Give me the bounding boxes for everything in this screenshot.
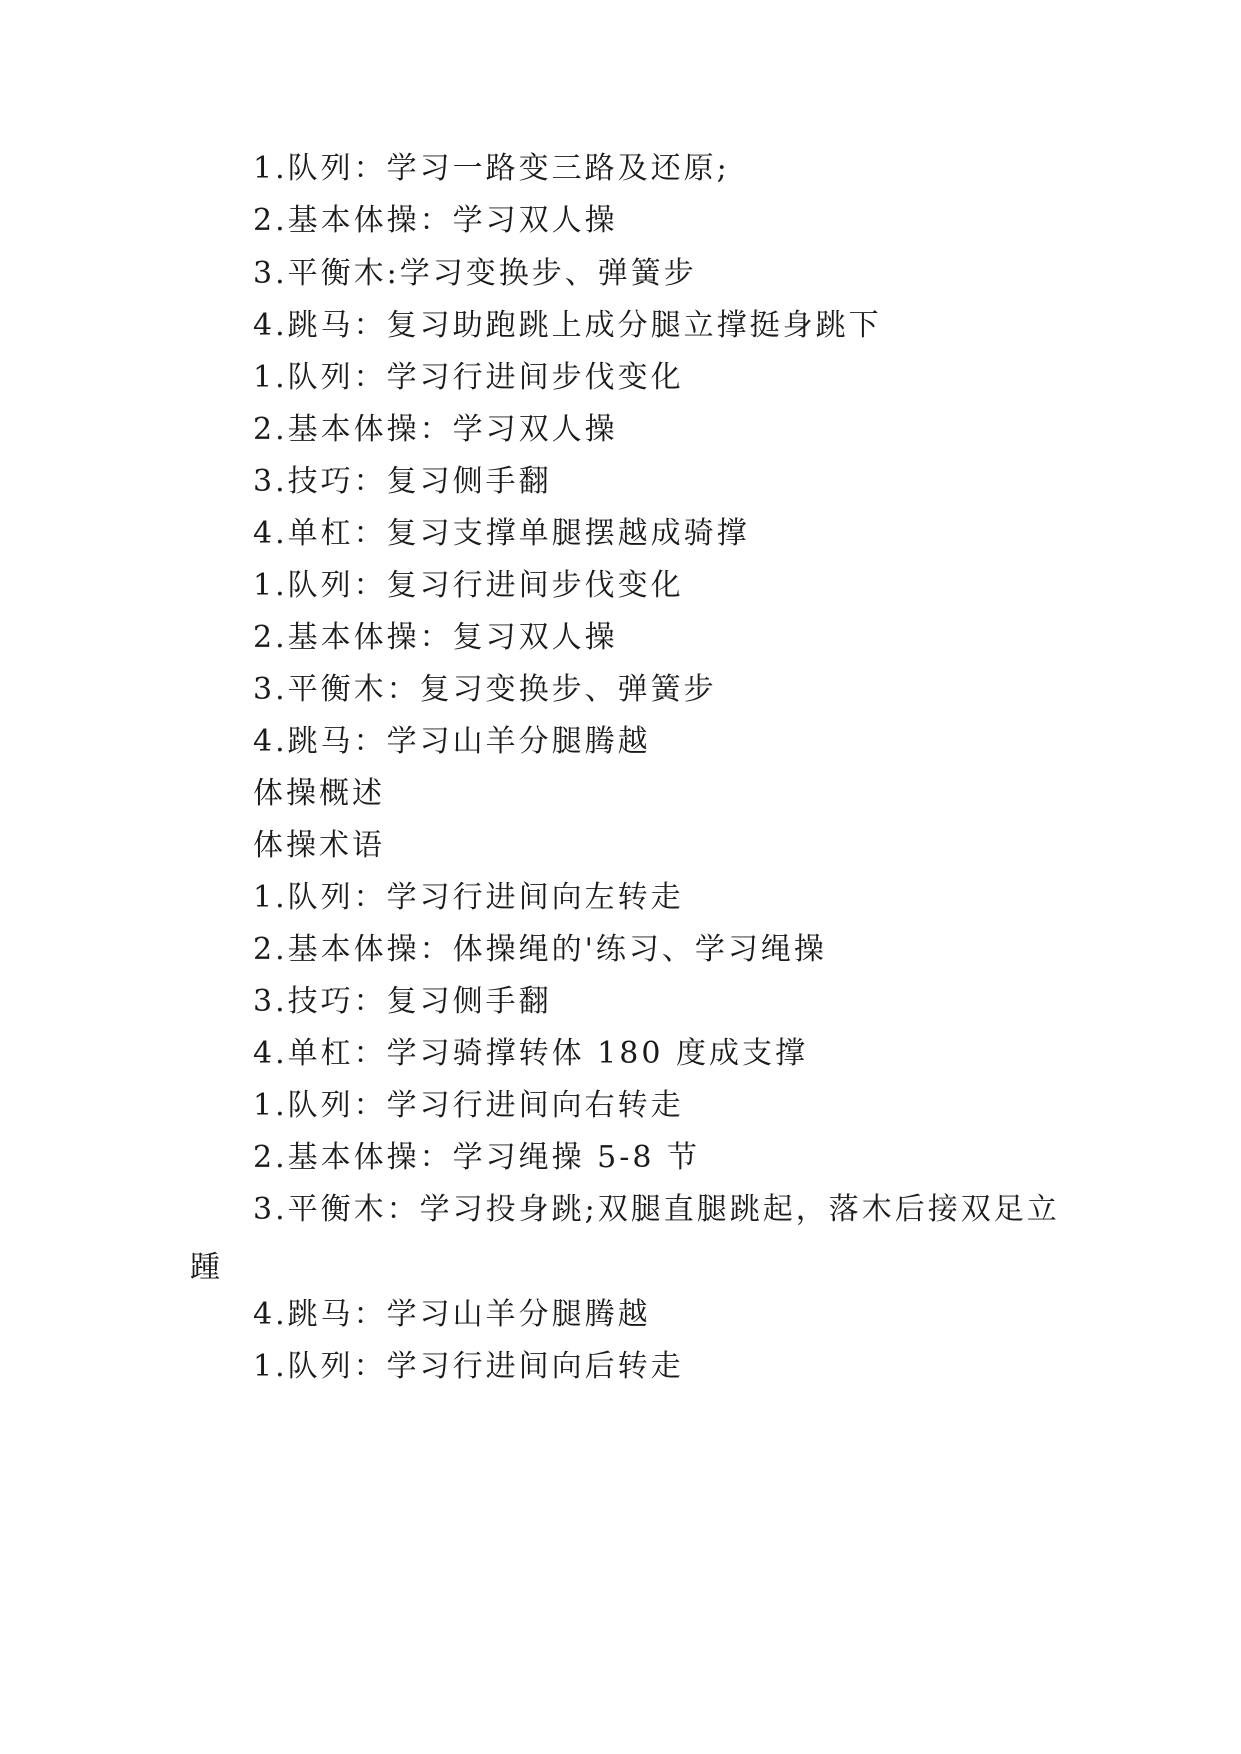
paragraph: 2.基本体操：体操绳的'练习、学习绳操 bbox=[253, 932, 827, 967]
paragraph: 4.跳马：学习山羊分腿腾越 bbox=[253, 1297, 651, 1332]
paragraph: 1.队列：学习行进间向左转走 bbox=[253, 880, 684, 915]
paragraph: 2.基本体操：复习双人操 bbox=[253, 620, 618, 655]
paragraph: 4.单杠：复习支撑单腿摆越成骑撑 bbox=[253, 516, 750, 551]
paragraph: 2.基本体操：学习双人操 bbox=[253, 412, 618, 447]
paragraph: 3.平衡木:学习变换步、弹簧步 bbox=[253, 256, 697, 291]
paragraph: 2.基本体操：学习绳操 5-8 节 bbox=[253, 1140, 701, 1175]
paragraph: 3.技巧：复习侧手翻 bbox=[253, 984, 552, 1019]
paragraph: 3.技巧：复习侧手翻 bbox=[253, 464, 552, 499]
paragraph: 4.跳马：学习山羊分腿腾越 bbox=[253, 724, 651, 759]
paragraph: 3.平衡木：学习投身跳;双腿直腿跳起，落木后接双足立踵 bbox=[190, 1192, 1060, 1285]
paragraph: 4.单杠：学习骑撑转体 180 度成支撑 bbox=[253, 1036, 808, 1071]
paragraph: 2.基本体操：学习双人操 bbox=[253, 203, 618, 238]
paragraph: 1.队列：学习行进间向右转走 bbox=[253, 1088, 684, 1123]
paragraph: 1.队列：学习行进间步伐变化 bbox=[253, 360, 684, 395]
paragraph: 1.队列：复习行进间步伐变化 bbox=[253, 568, 684, 603]
paragraph: 1.队列：学习一路变三路及还原; bbox=[253, 151, 730, 186]
section-heading: 体操概述 bbox=[253, 776, 385, 811]
paragraph: 1.队列：学习行进间向后转走 bbox=[253, 1349, 684, 1384]
paragraph: 3.平衡木：复习变换步、弹簧步 bbox=[253, 672, 717, 707]
paragraph: 4.跳马：复习助跑跳上成分腿立撑挺身跳下 bbox=[253, 308, 882, 343]
section-heading: 体操术语 bbox=[253, 828, 385, 863]
